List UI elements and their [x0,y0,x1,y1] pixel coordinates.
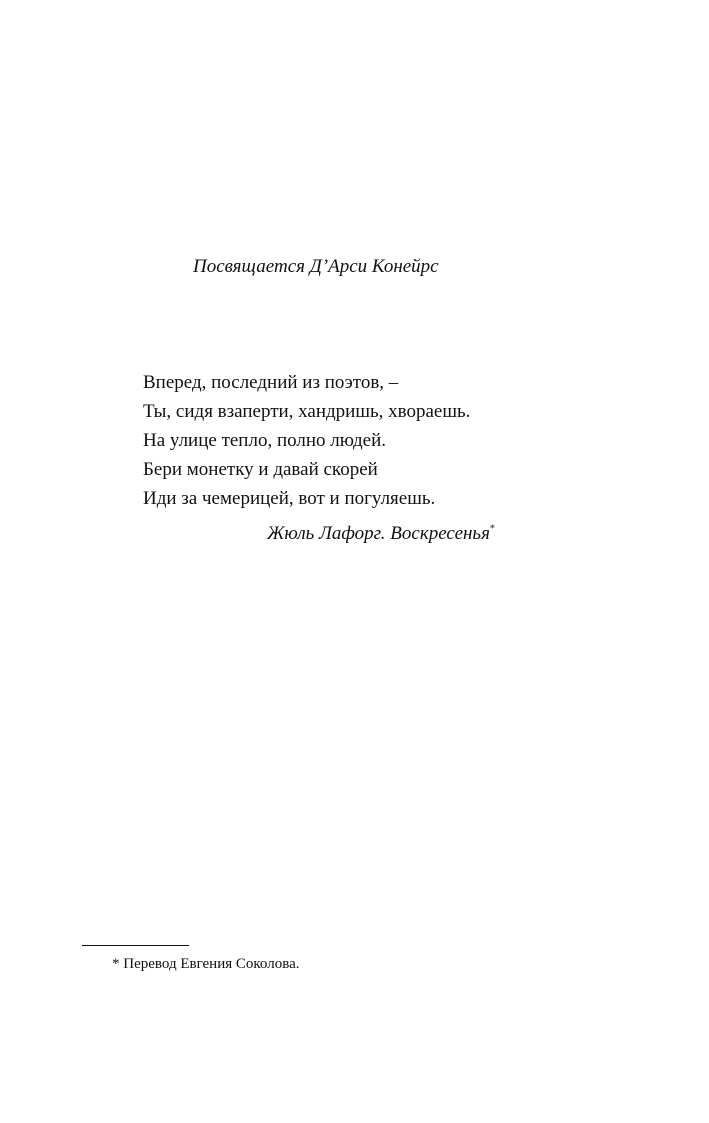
epigraph-verse [143,368,470,513]
verse-line: На улице тепло, полно людей. [143,430,387,451]
footnote-text: * Перевод Евгения Соколова. [112,956,300,972]
verse-line: Вперед, последний из поэтов, – [143,372,399,393]
verse-line: Бери монетку и давай скорей [143,459,378,480]
footnote-divider [82,945,189,946]
verse-line: Иди за чемерицей, вот и погуляешь. [143,488,436,509]
attribution-text: Жюль Лафорг. Воскресенья [267,523,490,544]
epigraph-attribution [267,522,495,546]
dedication: Посвящается Д’Арси Конейрс [193,256,439,277]
footnote-reference-marker: * [489,523,495,535]
verse-line: Ты, сидя взаперти, хандришь, хвораешь. [143,401,471,422]
